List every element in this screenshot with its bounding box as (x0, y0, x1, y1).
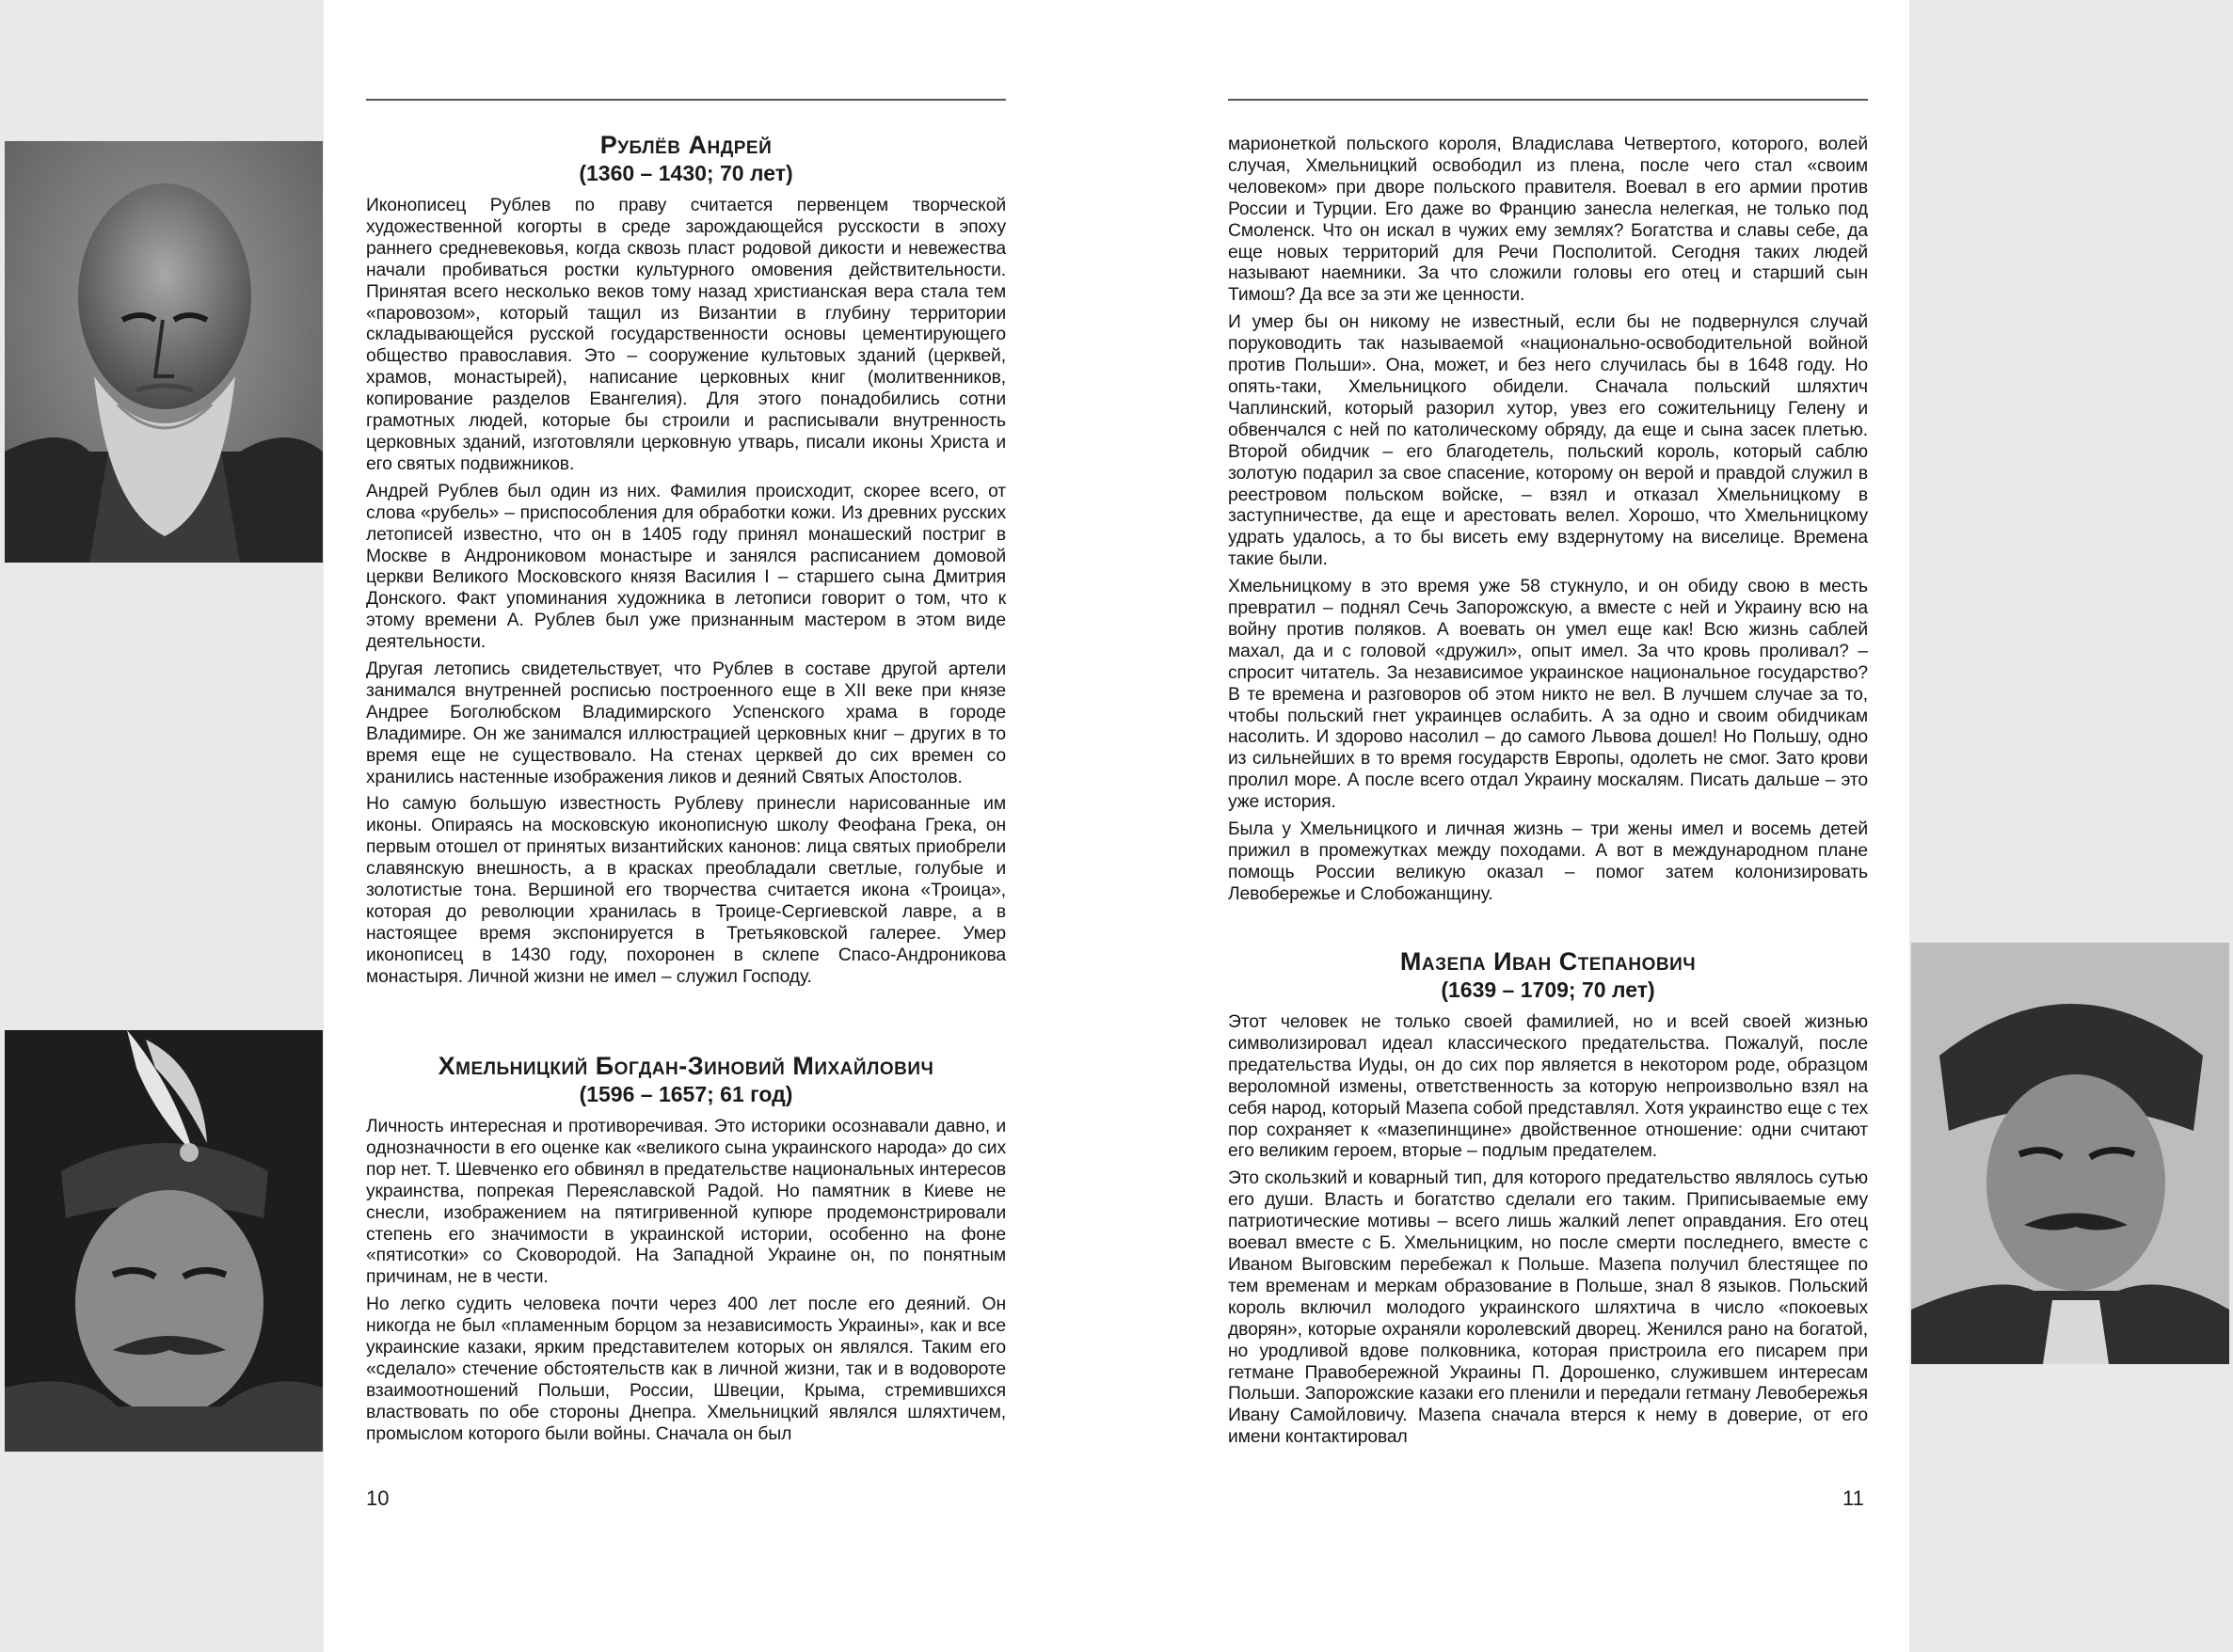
left-page-number: 10 (366, 1486, 390, 1510)
left-column-lower (366, 1051, 1006, 1452)
mazepa-dates: (1639 – 1709; 70 лет) (1441, 977, 1655, 1002)
rublev-paragraph-1: Иконописец Рублев по праву считается первенцем творческой художественной когорты в среде зарождающейся русскости в эпоху раннего средневековья, когда сквозь пласт родовой дикости и невежества начали пробиваться ростки культурного омовения действительности. Принятая всего несколько веков тому назад христианская вера стала тем «паровозом», который тащил из Византии в глубину территории складывающейся русской государственности основы цементирующего общество православия. Это – сооружение культовых зданий (церквей, храмов, монастырей), написание церковных книг (молитвенников, копирование разделов Евангелия). Для этого понадобились сотни грамотных людей, которые бы строили и расписывали внутренность церковных зданий, изготовляли церковную утварь, писали иконы Христа и его святых подвижников. (366, 196, 1006, 474)
right-column-lower (1228, 946, 1868, 1454)
mazepa-portrait-icon (1911, 943, 2229, 1364)
khmelnitsky-paragraph-2: Но легко судить человека почти через 400 лет после его деяний. Он никогда не был «пламенным борцом за независимость Украины», как и все украинские казаки, ярким представителем которых он являлся. Таким его «сделало» стечение обстоятельств как в личной жизни, так и в водовороте взаимоотношений Польши, России, Швеции, Крыма, стремившихся властвовать по обе стороны Днепра. Хмельницкий являлся шляхтичем, промыслом которого были войны. Сначала он был (366, 1295, 1006, 1444)
khmelnitsky-dates: (1596 – 1657; 61 год) (579, 1082, 793, 1106)
khmelnitsky-continued-3: Хмельницкому в это время уже 58 стукнуло, и он обиду свою в месть превратил – поднял Сечь Запорожскую, а вместе с ней и Украину всю на войну против поляков. А воевать он умел еще как! Всю жизнь саблей махал, да и с головой «дружил», опыт имел. За что кровь проливал? – спросит читатель. За независимое украинское национальное государство? В те времена и разговоров об этом никто не вел. В лучшем случае за то, чтобы польский гнет украинцев ослабить. А за одно и своим обидчикам насолить. И здорово насолил – до самого Львова дошел! Но Польшу, одно из сильнейших в то время государств Европы, одолеть не смог. Зато крови пролил море. А после всего отдал Украину москалям. Писать дальше – это уже история. (1228, 577, 1868, 813)
mazepa-title: Мазепа Иван Степанович (1399, 947, 1697, 976)
khmelnitsky-paragraph-1: Личность интересная и противоречивая. Это историки осознавали давно, и однозначности в его оценке как «великого сына украинского народа» до сих пор нет. Т. Шевченко его обвинял в предательстве национальных интересов украинства, попрекая Переяславской Радой. Но памятник в Киеве не снесли, изображением на пятигривенной купюре продемонстрировали степень его значимости в украинской истории, особенно на фоне «пятисотки» со Сковородой. На Западной Украине он, по понятным причинам, не в чести. (366, 1117, 1006, 1288)
rublev-paragraph-4: Но самую большую известность Рублеву принесли нарисованные им иконы. Опираясь на московскую иконописную школу Феофана Грека, он первым отошел от принятых византийских канонов: лица святых приобрели славянскую внешность, а в красках преобладали светлые, голубые и золотистые тона. Вершиной его творчества считается икона «Троица», которая до революции хранилась в Троице-Сергиевской лавре, а в настоящее время экспонируется в Третьяковской галерее. Умер иконописец в 1430 году, похоронен в склепе Спасо-Андроникова монастыря. Личной жизни не имел – служил Господу. (366, 794, 1006, 987)
rublev-title: Рублёв Андрей (599, 131, 773, 159)
rublev-portrait-icon (5, 141, 323, 563)
mazepa-paragraph-2: Это скользкий и коварный тип, для которого предательство являлось сутью его души. Власть и богатство сделали его таким. Приписываемые ему патриотические мотивы – всего лишь жалкий лепет оправдания. Его отец воевал вместе с Б. Хмельницким, но после смерти последнего, вместе с Иваном Выговским перебежал к Польше. Мазепа получил блестящее по тем временам и меркам образование в Польше, знал 8 языков. Польский король включил молодого украинского шляхтича в число «покоевых дворян», которые охраняли королевский дворец. Женился рано на богатой, но уродливой вдове полковника, которая пристроила его писарем при гетмане Правобережной Украины П. Дорошенко, служившем интересам Польши. Запорожские казаки его пленили и передали гетману Левобережья Ивану Самойловичу. Мазепа сначала втерся к нему в доверие, от его имени контактировал (1228, 1168, 1868, 1448)
rublev-paragraph-3: Другая летопись свидетельствует, что Рублев в составе другой артели занимался внутренней росписью построенного еще в XII веке при князе Андрее Боголюбском Владимирского Успенского храма в городе Владимире. Он же занимался иллюстрацией церковных книг – других в то время еще не существовало. На стенах церквей до сих времен со хранились настенные изображения ликов и деяний Святых Апостолов. (366, 659, 1006, 787)
khmelnitsky-continued-4: Была у Хмельницкого и личная жизнь – три жены имел и восемь детей прижил в промежутках между походами. А вот в международном плане помощь России великую оказал – помог затем колонизировать Левобережье и Слобожанщину. (1228, 819, 1868, 904)
khmelnitsky-continued-1: марионеткой польского короля, Владислава Четвертого, которого, волей случая, Хмельницкий освободил из плена, после чего стал «своим человеком» при дворе польского правителя. Воевал в его армии против России и Турции. Его даже во Францию занесла нелегкая, не только под Смоленск. Что он искал в чужих ему землях? Богатства и славы себе, да еще новых территорий для Речи Посполитой. Сегодня таких людей называют наемники. За что сложили головы его отец и старший сын Тимош? Да все за эти же ценности. (1228, 135, 1868, 306)
khmelnitsky-title: Хмельницкий Богдан-Зиновий Михайлович (438, 1052, 934, 1080)
khmelnitsky-continued-2: И умер бы он никому не известный, если бы не подвернулся случай поруководить так называемой «национально-освободительной войной против Польши». Она, может, и без него случилась бы в 1648 году. Но опять-таки, Хмельницкого обидели. Сначала польский шляхтич Чаплинский, который разорил хутор, увез его сожительницу Гелену и обвенчался с ней по католическому обряду, да еще и сына засек плетью. Второй обидчик – его благодетель, польский король, который саблю золотую подарил за свое спасение, которому он верой и правдой служил в реестровом польском войске, – взял и отказал Хмельницкому в заступничестве, да еще и арестовать велел. Хорошо, что Хмельницкому удрать удалось, а то бы висеть ему вздернутому на виселице. Времена такие были. (1228, 312, 1868, 570)
mazepa-paragraph-1: Этот человек не только своей фамилией, но и всей своей жизнью символизировал идеал классического предательства. Пожалуй, после предательства Иуды, он до сих пор является в некотором роде, образцом вероломной измены, ответственность за которую непроизвольно взял на себя народ, который Мазепа собой представлял. Хотя украинство еще с тех пор сохраняет к «мазепинщине» двойственное отношение: одни считают его великим героем, вторые – подлым предателем. (1228, 1012, 1868, 1162)
right-margin (1909, 0, 2233, 1652)
right-page-number: 11 (1842, 1486, 1864, 1510)
right-header-rule (1228, 99, 1868, 101)
khmelnitsky-portrait-icon (5, 1030, 323, 1452)
right-column (1228, 135, 1868, 912)
rublev-paragraph-2: Андрей Рублев был один из них. Фамилия происходит, скорее всего, от слова «рубель» – приспособления для обработки кожи. Из древних русских летописей известно, что он в 1405 году принял монашеский постриг в Москве в Андрониковом монастыре и занялся расписанием домовой церкви Великого Московского князя Василия I – старшего сына Дмитрия Донского. Факт упоминания художника в летописи говорит о том, что к этому времени А. Рублев был уже признанным мастером в этом виде деятельности. (366, 481, 1006, 653)
rublev-dates: (1360 – 1430; 70 лет) (579, 161, 793, 185)
left-column (366, 130, 1006, 994)
left-header-rule (366, 99, 1006, 101)
